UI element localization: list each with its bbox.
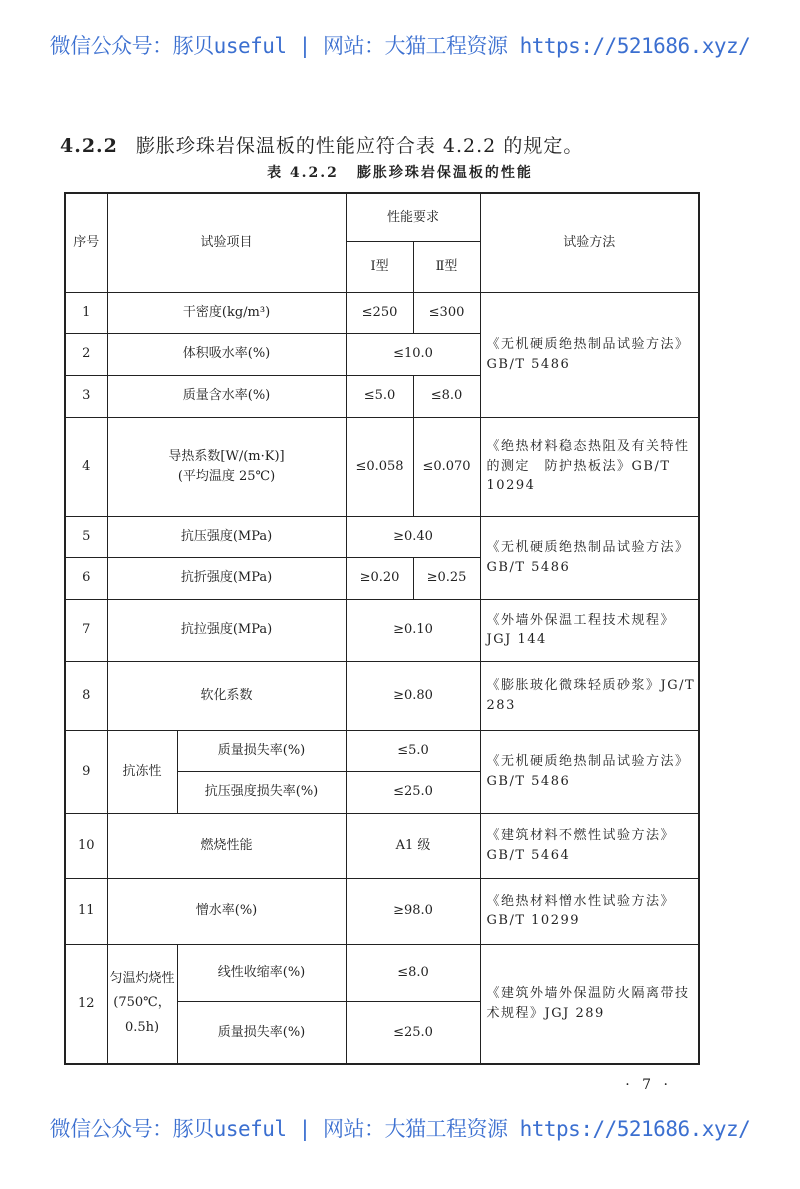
row-item: 干密度(kg/m³)	[107, 292, 346, 333]
clause-number: 4.2.2	[60, 135, 118, 157]
row-value: ≤8.0	[346, 944, 480, 1001]
row-item: 抗压强度(MPa)	[107, 516, 346, 557]
row-item: 抗压强度损失率(%)	[177, 771, 346, 813]
row-value-type1: ≤0.058	[346, 417, 413, 516]
header-no: 序号	[65, 193, 107, 292]
table-caption	[0, 162, 800, 182]
row-method: 《绝热材料憎水性试验方法》GB/T 10299	[480, 878, 699, 944]
row-value-type2: ≤8.0	[413, 375, 480, 417]
row-item: 燃烧性能	[107, 813, 346, 878]
row-value: ≥98.0	[346, 878, 480, 944]
table-row	[65, 292, 699, 333]
table-row	[65, 417, 699, 516]
row-no: 7	[65, 599, 107, 661]
row-no: 1	[65, 292, 107, 333]
row-value: ≤5.0	[346, 730, 480, 771]
row-no: 12	[65, 944, 107, 1064]
row-no: 4	[65, 417, 107, 516]
row-item: 质量损失率(%)	[177, 1001, 346, 1064]
table-row	[65, 516, 699, 557]
header-method: 试验方法	[480, 193, 699, 292]
row-item: 质量含水率(%)	[107, 375, 346, 417]
row-method: 《无机硬质绝热制品试验方法》GB/T 5486	[480, 730, 699, 813]
row-method: 《绝热材料稳态热阻及有关特性的测定 防护热板法》GB/T 10294	[480, 417, 699, 516]
table-row	[65, 944, 699, 1001]
row-method: 《膨胀玻化微珠轻质砂浆》JG/T 283	[480, 661, 699, 730]
row-value-type1: ≤5.0	[346, 375, 413, 417]
header-type2: Ⅱ型	[413, 241, 480, 292]
row-method: 《无机硬质绝热制品试验方法》GB/T 5486	[480, 292, 699, 417]
header-item: 试验项目	[107, 193, 346, 292]
row-method: 《外墙外保温工程技术规程》JGJ 144	[480, 599, 699, 661]
row-value: ≥0.10	[346, 599, 480, 661]
table-row	[65, 813, 699, 878]
row-value-type1: ≤250	[346, 292, 413, 333]
row-item	[107, 417, 346, 516]
page-number: · 7 ·	[625, 1077, 672, 1093]
row-item: 线性收缩率(%)	[177, 944, 346, 1001]
row-item-line2: (平均温度 25℃)	[177, 468, 276, 484]
row-value: ≤10.0	[346, 333, 480, 375]
header-type1: Ⅰ型	[346, 241, 413, 292]
performance-table	[64, 192, 700, 1065]
row-value-type2: ≥0.25	[413, 557, 480, 599]
row-no: 8	[65, 661, 107, 730]
row-no: 10	[65, 813, 107, 878]
row-value-type1: ≥0.20	[346, 557, 413, 599]
row-item: 软化系数	[107, 661, 346, 730]
table-row	[65, 599, 699, 661]
row-no: 11	[65, 878, 107, 944]
row-item: 抗拉强度(MPa)	[107, 599, 346, 661]
row-item: 抗折强度(MPa)	[107, 557, 346, 599]
row-method: 《建筑外墙外保温防火隔离带技术规程》JGJ 289	[480, 944, 699, 1064]
watermark-top: 微信公众号：豚贝useful | 网站：大猫工程资源 https://521686.xyz/	[49, 34, 751, 58]
row-group: 抗冻性	[107, 730, 177, 813]
row-item-line1: 导热系数[W/(m·K)]	[168, 449, 285, 464]
row-group: 匀温灼烧性(750℃，0.5h)	[107, 944, 177, 1064]
clause-text: 膨胀珍珠岩保温板的性能应符合表 4.2.2 的规定。	[135, 135, 584, 157]
row-value: A1 级	[346, 813, 480, 878]
caption-title: 膨胀珍珠岩保温板的性能	[356, 165, 533, 181]
row-value-type2: ≤0.070	[413, 417, 480, 516]
row-value: ≥0.40	[346, 516, 480, 557]
header-requirement: 性能要求	[346, 193, 480, 241]
watermark-bottom: 微信公众号：豚贝useful | 网站：大猫工程资源 https://521686.xyz/	[49, 1117, 751, 1141]
clause	[60, 131, 583, 158]
row-no: 6	[65, 557, 107, 599]
row-method: 《建筑材料不燃性试验方法》GB/T 5464	[480, 813, 699, 878]
row-value: ≥0.80	[346, 661, 480, 730]
row-method: 《无机硬质绝热制品试验方法》GB/T 5486	[480, 516, 699, 599]
row-no: 3	[65, 375, 107, 417]
caption-number: 表 4.2.2	[267, 165, 339, 181]
row-item: 憎水率(%)	[107, 878, 346, 944]
table-row	[65, 878, 699, 944]
row-no: 5	[65, 516, 107, 557]
row-value: ≤25.0	[346, 771, 480, 813]
row-no: 9	[65, 730, 107, 813]
row-value: ≤25.0	[346, 1001, 480, 1064]
row-value-type2: ≤300	[413, 292, 480, 333]
row-item: 体积吸水率(%)	[107, 333, 346, 375]
row-no: 2	[65, 333, 107, 375]
row-item: 质量损失率(%)	[177, 730, 346, 771]
table-row	[65, 661, 699, 730]
table-row	[65, 730, 699, 771]
